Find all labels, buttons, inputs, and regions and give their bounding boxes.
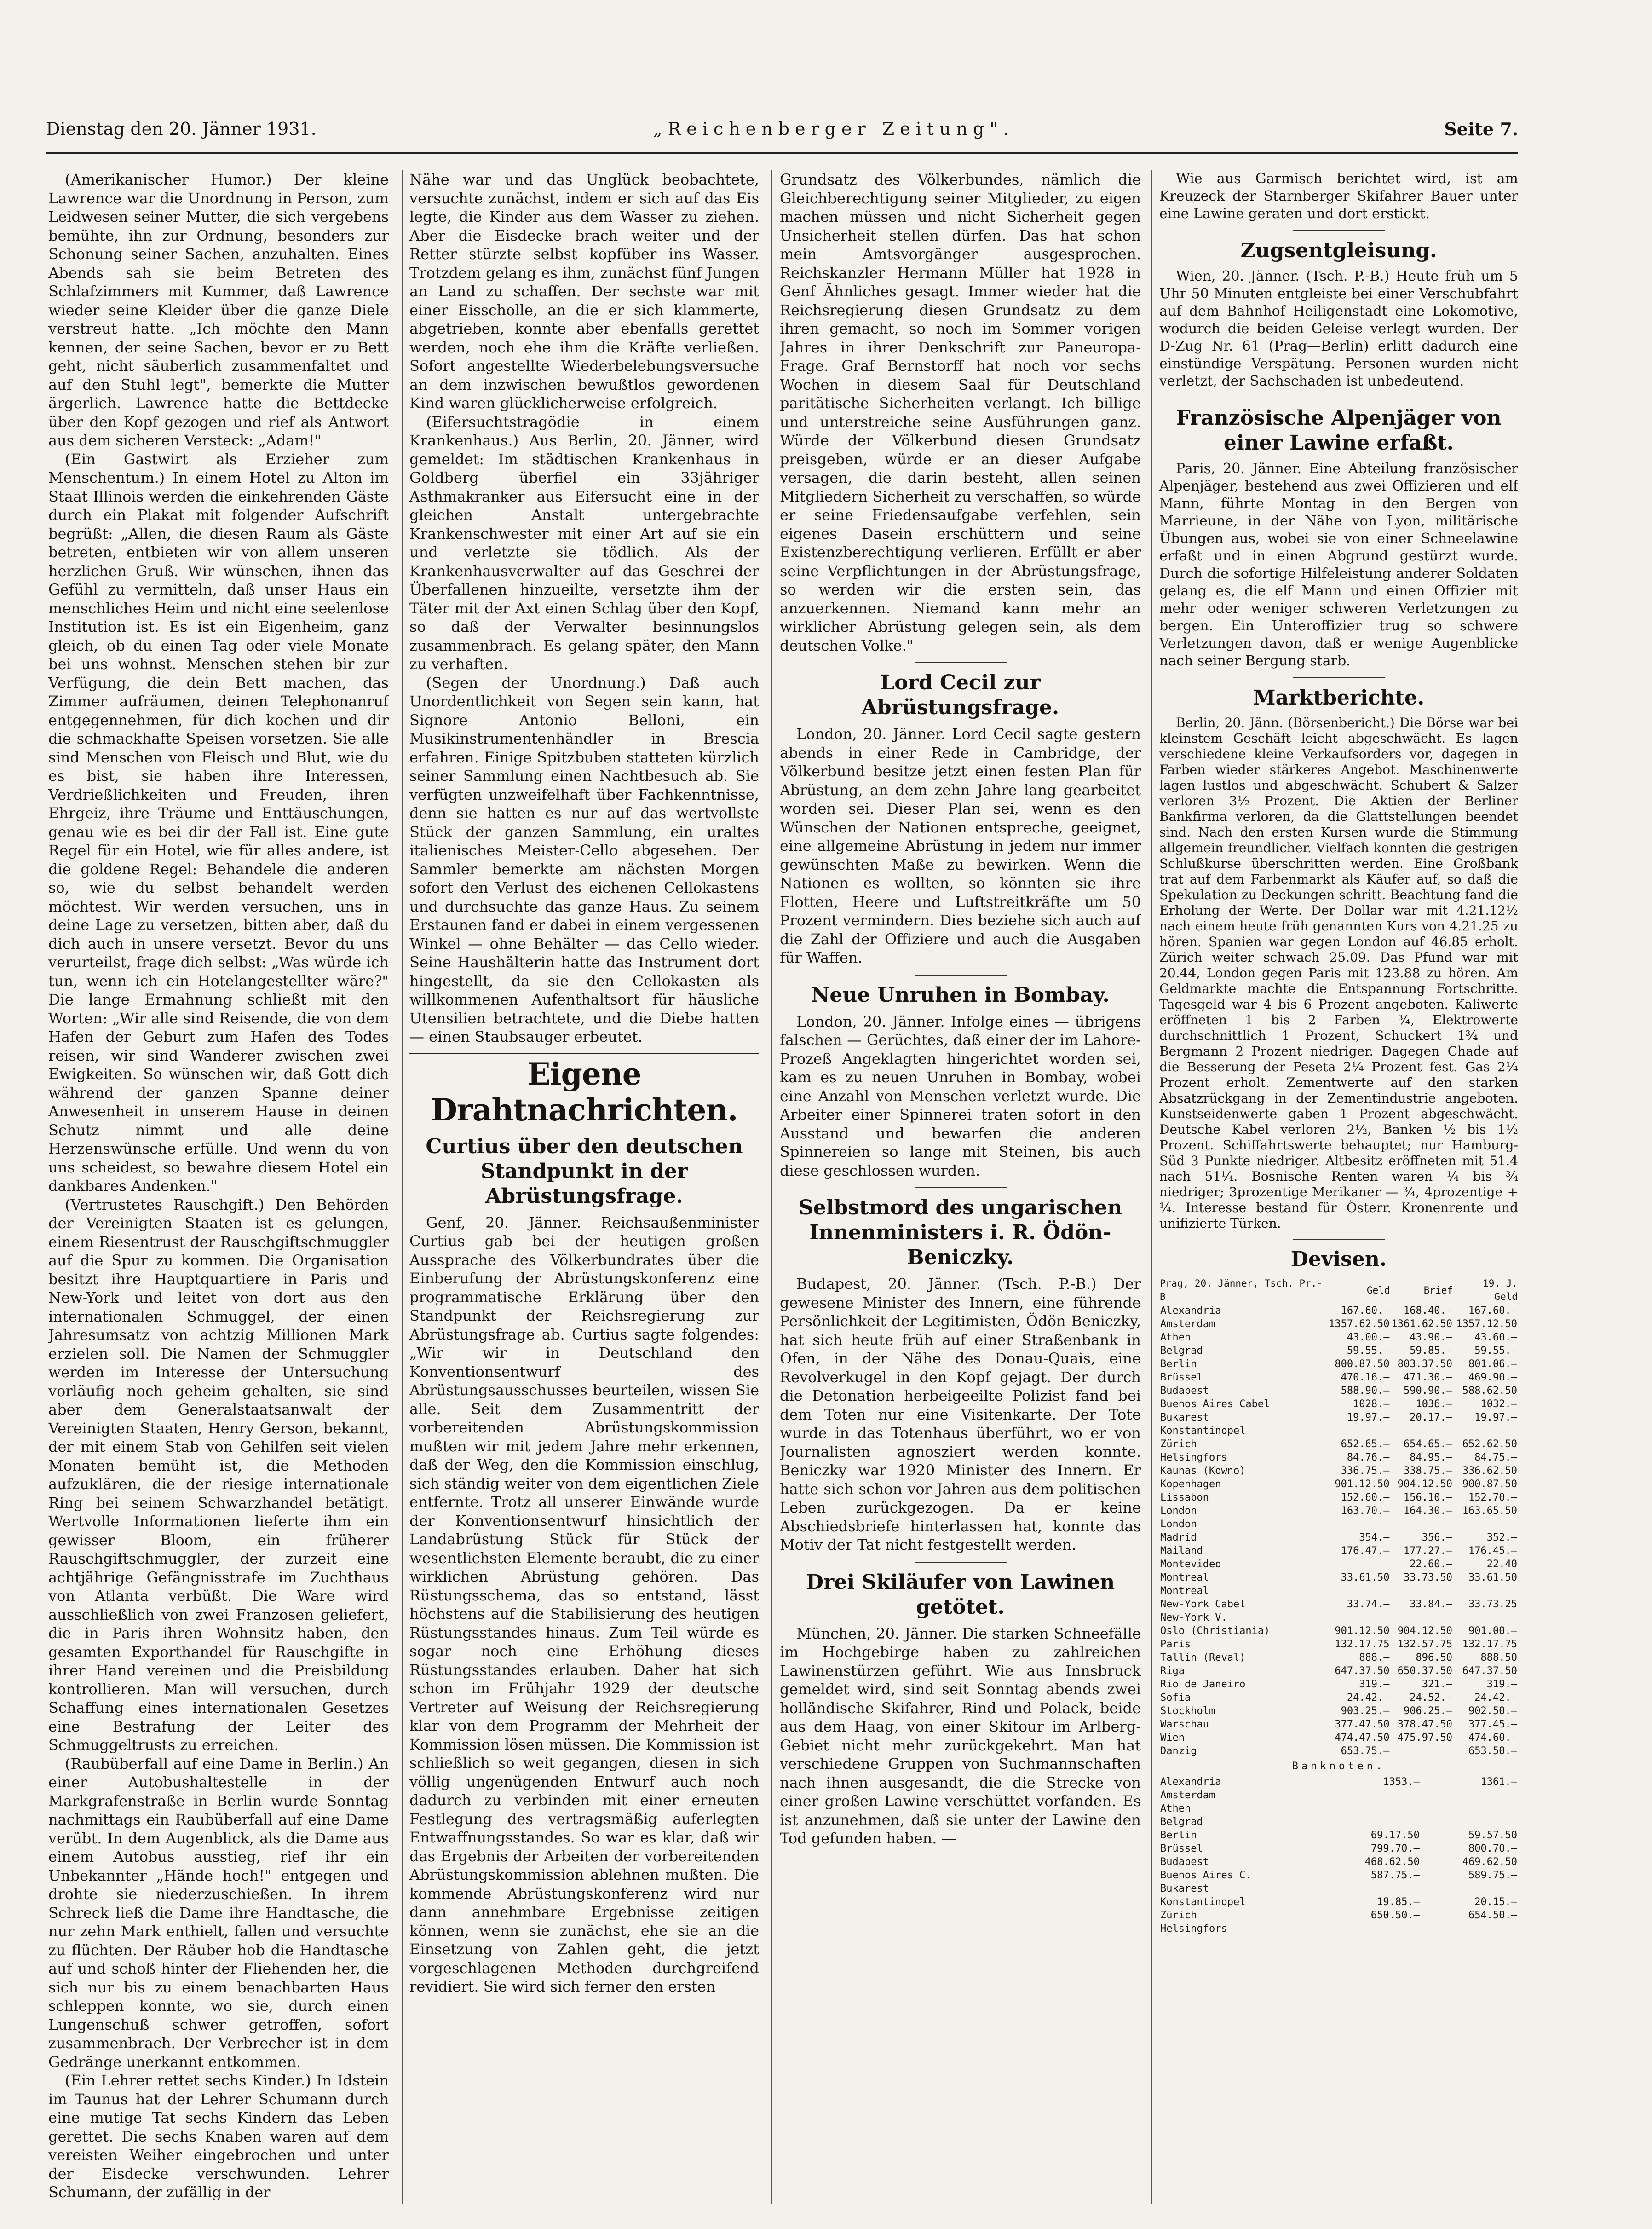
currency-row (1159, 1504, 1518, 1518)
currency-row (1159, 1384, 1518, 1397)
currency-rate: 177.27.— (1404, 1545, 1452, 1557)
headline-curtius: Curtius über den deutschen Standpunkt in der Abrüstungsfrage. (426, 1134, 743, 1208)
currency-rate (1391, 1744, 1453, 1758)
column-1 (48, 170, 389, 2213)
currency-name: Konstantinopel (1160, 1425, 1246, 1437)
currency-rate (1391, 1611, 1453, 1624)
currency-rate (1323, 1789, 1421, 1802)
column-4 (1159, 170, 1518, 2213)
currency-row (1159, 1544, 1518, 1558)
headline-skiers: Drei Skiläufer von Lawinen getötet. (806, 1570, 1115, 1619)
currency-rate: 469.62.50 (1462, 1856, 1517, 1868)
currency-rate: 24.52.— (1410, 1692, 1452, 1704)
currency-name: Kopenhagen (1160, 1478, 1221, 1490)
currency-name: Kaunas (Kowno) (1160, 1465, 1246, 1477)
currency-row (1159, 1317, 1518, 1331)
currency-rate: 378.47.50 (1397, 1719, 1452, 1730)
currency-rate: 43.90.— (1410, 1332, 1452, 1343)
currency-rate: 336.75.— (1341, 1465, 1390, 1477)
currency-rate: 888.50 (1480, 1652, 1517, 1663)
currency-rate: 33.73.50 (1404, 1572, 1452, 1583)
currency-name: Brüssel (1160, 1843, 1203, 1854)
currency-rate: 647.37.50 (1462, 1665, 1517, 1677)
currency-name: Mailand (1160, 1545, 1203, 1557)
currency-name: Paris (1160, 1639, 1191, 1650)
currency-rate: 319.— (1359, 1679, 1390, 1690)
banknote-row (1159, 1775, 1518, 1789)
currency-name: New-York Cabel (1160, 1599, 1246, 1610)
currency-rate (1320, 1775, 1323, 1789)
headline-currencies: Devisen. (1290, 1247, 1387, 1271)
currency-rate: 474.47.50 (1335, 1732, 1390, 1744)
currency-rate (1391, 1584, 1453, 1598)
currency-name: Berlin (1160, 1358, 1197, 1370)
currency-row (1159, 1371, 1518, 1384)
currency-rate: 33.61.50 (1468, 1572, 1517, 1583)
currency-rate: 901.12.50 (1335, 1625, 1390, 1637)
article-alpine-troops: Paris, 20. Jänner. Eine Abteilung französischer Alpenjäger, bestehend aus zwei Offizieren und elf Mann, führte Montag in den Bergen von Marrieune, in der Nähe von Lyon, militärische Übungen aus, wobei sie von einer Schneelawine erfaßt und in einen Abgrund gestürzt wurde. Durch die sofortige Hilfeleistung anderer Soldaten gelang es, die elf Mann und einen Offizier mit mehr oder weniger schweren Verletzungen zu bergen. Ein Unteroffizier trug so schwere Verletzungen davon, daß er wenige Augenblicke nach seiner Bergung starb. (1159, 461, 1518, 669)
currency-rate: 354.— (1359, 1532, 1390, 1543)
header-rule (46, 152, 1518, 154)
currency-rate: 19.97.— (1474, 1412, 1517, 1423)
currency-rate: 59.85.— (1410, 1345, 1452, 1357)
banknote-row (1159, 1909, 1518, 1922)
currency-row (1159, 1411, 1518, 1424)
currency-rate: 338.75.— (1404, 1465, 1452, 1477)
currency-rate: 59.55.— (1347, 1345, 1390, 1357)
headline-beniczky: Selbstmord des ungarischen Innenministers i. R. Ödön-Beniczky. (798, 1196, 1122, 1269)
currency-name: Athen (1160, 1803, 1191, 1814)
currency-name: Oslo (Christiania) (1160, 1625, 1270, 1637)
currency-name: Zürich (1160, 1910, 1197, 1921)
currency-name: Konstantinopel (1160, 1896, 1246, 1908)
currency-name: Wien (1160, 1732, 1185, 1744)
currency-name: London (1160, 1519, 1197, 1530)
currency-name: Buenos Aires Cabel (1160, 1398, 1270, 1410)
currency-name: Lissabon (1160, 1492, 1209, 1503)
currency-rate (1328, 1611, 1390, 1624)
currency-name: Bukarest (1160, 1412, 1209, 1423)
article-rescue-cont: Nähe war und das Unglück beobachtete, versuchte zunächst, indem er sich auf das Eis legte, die Kinder aus dem Wasser zu ziehen. Aber die Eisdecke brach weiter und der Retter stürzte selbst kopfüber ins Wasser. Trotzdem gelang es ihm, zunächst fünf Jungen an Land zu schaffen. Der sechste war mit einer Eisscholle, an die er sich klammerte, abgetrieben, konnte aber ebenfalls gerettet werden, noch ehe ihm die Kräfte verließen. Sofort angestellte Wiederbelebungsversuche an dem inzwischen bewußtlos gewordenen Kind waren glücklicherweise erfolgreich. (409, 171, 759, 412)
page-header (46, 119, 1518, 146)
currency-rate: 377.47.50 (1335, 1719, 1390, 1730)
currency-row (1159, 1331, 1518, 1344)
currency-name: Warschau (1160, 1719, 1209, 1730)
column-divider (402, 170, 403, 2204)
currency-name: Alexandria (1160, 1305, 1221, 1317)
currency-rate (1453, 1424, 1518, 1438)
separator (1293, 677, 1385, 678)
currency-rate: 33.73.25 (1468, 1599, 1517, 1610)
currency-rate (1421, 1802, 1518, 1815)
currency-rate: 69.17.50 (1370, 1830, 1420, 1841)
currency-rate (1328, 1558, 1390, 1571)
currency-rate: 167.60.— (1341, 1305, 1390, 1317)
separator (1293, 1239, 1385, 1240)
currency-rate: 336.62.50 (1462, 1465, 1517, 1477)
column-3 (780, 170, 1141, 2213)
currency-rate: 901.12.50 (1335, 1478, 1390, 1490)
currency-row (1159, 1531, 1518, 1544)
currency-rate: 43.60.— (1474, 1332, 1517, 1343)
article-bombay: London, 20. Jänner. Infolge eines — übrigens falschen — Gerüchtes, daß einer der im Lahore-Prozeß Angeklagten hingerichtet worden sei, kam es zu neuen Unruhen in Bombay, wobei eine Anzahl von Menschen verletzt wurde. Die Arbeiter einer Spinnerei traten sofort in den Ausstand und bewarfen die anderen Spinnereien so lange mit Steinen, bis auch diese geschlossen wurden. (780, 1012, 1141, 1179)
currency-rate: 653.75.— (1341, 1745, 1390, 1757)
currency-rate: 33.61.50 (1341, 1572, 1390, 1583)
currency-table (1159, 1276, 1518, 1758)
section-banner: Eigene Drahtnachrichten. (431, 1056, 738, 1128)
currency-rate: 321.— (1422, 1679, 1452, 1690)
currency-rate (1421, 1789, 1518, 1802)
currency-rate: 84.76.— (1347, 1452, 1390, 1463)
currency-name: Stockholm (1160, 1705, 1215, 1717)
currency-row (1159, 1344, 1518, 1357)
currency-rate (1323, 1882, 1421, 1895)
currency-row (1159, 1357, 1518, 1371)
article-skiers: München, 20. Jänner. Die starken Schneefälle im Hochgebirge haben zu zahlreichen Lawinenstürzen geführt. Wie aus Innsbruck gemeldet wird, sind seit Sonntag abends zwei holländische Skifahrer, Rind und Polack, beide aus dem Haag, von einer Skitour im Arlberg-Gebiet nicht mehr zurückgekehrt. Man hat verschiedene Gruppen von Suchmannschaften nach ihnen ausgesandt, die die Strecke von einer großen Lawine verschüttet vorfanden. Es ist anzunehmen, daß sie unter der Lawine den Tod gefunden haben. — (780, 1624, 1141, 1847)
banknote-row (1159, 1842, 1518, 1855)
separator (915, 1187, 1007, 1188)
article-garmisch: Wie aus Garmisch berichtet wird, ist am Kreuzeck der Starnberger Skifahrer Bauer unter eine Lawine geraten und dort erstickt. (1159, 171, 1518, 222)
currency-rate: 19.97.— (1347, 1412, 1390, 1423)
currency-rate: 647.37.50 (1335, 1665, 1390, 1677)
currency-rate: 799.70.— (1370, 1843, 1420, 1854)
currency-rate: 156.10.— (1404, 1492, 1452, 1503)
currency-rate (1453, 1584, 1518, 1598)
currency-rate (1421, 1922, 1518, 1935)
banknote-row (1159, 1922, 1518, 1935)
currency-rate: 588.62.50 (1462, 1385, 1517, 1397)
currency-name: Zürich (1160, 1438, 1197, 1450)
currency-row (1159, 1691, 1518, 1704)
currency-rate: 152.70.— (1468, 1492, 1517, 1503)
currency-name: Alexandria (1160, 1776, 1221, 1788)
currency-row (1159, 1678, 1518, 1691)
currency-rate: 652.65.— (1341, 1438, 1390, 1450)
currency-row (1159, 1624, 1518, 1638)
currency-rate: 33.84.— (1410, 1599, 1452, 1610)
page-number: Seite 7. (1444, 119, 1518, 139)
currency-row (1159, 1451, 1518, 1464)
column-divider (1151, 170, 1152, 2204)
currency-name: Danzig (1160, 1745, 1197, 1757)
currency-name: Tallin (Reval) (1160, 1652, 1246, 1663)
currency-rate: 152.60.— (1341, 1492, 1390, 1503)
currency-col-brief: Brief (1423, 1284, 1453, 1296)
issue-date: Dienstag den 20. Jänner 1931. (46, 119, 317, 139)
banknote-row (1159, 1789, 1518, 1802)
currency-rate: 901.00.— (1468, 1625, 1517, 1637)
currency-rate (1323, 1802, 1421, 1815)
article-curtius-cont: Grundsatz des Völkerbundes, nämlich die Gleichberechtigung seiner Mitglieder, zu eigen machen müssen und nicht Sicherheit gegen Unsicherheit stellen dürfen. Das hat schon mein Amtsvorgänger ausgesprochen. Reichskanzler Hermann Müller hat 1928 in Genf Ähnliches gesagt. Immer wieder hat die Reichsregierung diesen Grundsatz zu dem ihren gemacht, so noch im Sommer vorigen Jahres in ihrer Denkschrift zur Paneuropa-Frage. Graf Bernstorff hat noch vor sechs Wochen in diesem Saal für Deutschland paritätische Sicherheiten verlangt. Ich billige und unterstreiche seine Ausführungen ganz. Würde der Völkerbund diesen Grundsatz preisgeben, würde er an dieser Aufgabe versagen, die darin besteht, allen seinen Mitgliedern Sicherheit zu verschaffen, so würde er seine Friedensaufgabe verfehlen, sein eigenes Dasein erschüttern und seine Existenzberechtigung verlieren. Erfüllt er aber seine Verpflichtungen in der Abrüstungsfrage, so werden wir die ersten sein, das anzuerkennen. Niemand kann mehr an wirklicher Abrüstung gelegen sein, als dem deutschen Volke." (780, 171, 1141, 654)
currency-rate: 471.30.— (1404, 1372, 1452, 1383)
currency-rate: 377.45.— (1468, 1719, 1517, 1730)
currency-rate: 24.42.— (1474, 1692, 1517, 1704)
currency-name: Helsingfors (1160, 1452, 1227, 1463)
currency-rate: 167.60.— (1468, 1305, 1517, 1317)
currency-rate: 59.55.— (1474, 1345, 1517, 1357)
currency-rate: 1036.— (1416, 1398, 1452, 1410)
currency-rate: 20.15.— (1474, 1896, 1517, 1908)
currency-name: Athen (1160, 1332, 1191, 1343)
currency-rate (1320, 1815, 1323, 1829)
currency-rate: 590.90.— (1404, 1385, 1452, 1397)
article-blessing-disorder: (Segen der Unordnung.) Daß auch Unordentlichkeit von Segen sein kann, hat Signore Antonio Belloni, ein Musikinstrumentenhändler in Brescia erfahren. Einige Spitzbuben statteten kürzlich seiner Sammlung einen Nachtbesuch ab. Sie verfügten unzweifelhaft über Fachkenntnisse, denn sie hatten es nur auf das wertvollste Stück der ganzen Sammlung, ein uraltes italienisches Meister-Cello abgesehen. Der Sammler bemerkte am nächsten Morgen sofort den Verlust des eichenen Cellokastens und durchsuchte das ganze Haus. Zu seinem Erstaunen fand er dabei in einem vergessenen Winkel — ohne Behälter — das Cello wieder. Seine Haushälterin hatte das Instrument dort hingestellt, da sie den Cellokasten als willkommenen Aufenthaltsort für häusliche Utensilien betrachtete, und die Diebe hatten — einen Staubsauger erbeutet. (409, 674, 759, 1045)
currency-row (1159, 1704, 1518, 1718)
currency-rate: 900.87.50 (1462, 1478, 1517, 1490)
currency-name: Berlin (1160, 1830, 1197, 1841)
currency-rate (1328, 1424, 1390, 1438)
article-beniczky: Budapest, 20. Jänner. (Tsch. P.-B.) Der gewesene Minister des Innern, eine führende Persönlichkeit der Legitimisten, Ödön Beniczky, hat sich heute früh auf einer Straßenbank in Ofen, in der Nähe des Donau-Quais, eine Revolverkugel in den Kopf gejagt. Der durch die Detonation herbeigeeilte Polizist fand bei dem Toten nur eine Visitenkarte. Der Tote wurde in das Totenhaus überführt, wo er von Journalisten agnosziert werden konnte. Beniczky war 1920 Minister des Innern. Er hatte sich schon vor Jahren aus dem politischen Leben zurückgezogen. Da er keine Abschiedsbriefe hinterlassen hat, konnte das Motiv der Tat nicht festgestellt werden. (780, 1275, 1141, 1553)
currency-rate (1421, 1815, 1518, 1829)
article-innkeeper: (Ein Gastwirt als Erzieher zum Menschentum.) In einem Hotel zu Alton im Staat Illinois werden die einkehrenden Gäste durch ein Plakat mit folgender Aufschrift begrüßt: „Allen, die diesen Raum als Gäste betreten, entbieten wir von allem unseren herzlichen Gruß. Wir wünschen, ihnen das Gefühl zu vermitteln, daß unser Haus ein menschliches Heim und nicht eine seelenlose Institution ist. Es ist ein Eigenheim, ganz gleich, ob du einen Tag oder viele Monate bei uns wohnst. Menschen stehen bir zur Verfügung, die dein Bett machen, das Zimmer aufräumen, deinen Telephonanruf entgegennehmen, für dich kochen und dir die schmackhafte Speisen vorsetzen. Sie alle sind Menschen von Fleisch und Blut, wie du es bist, sie haben ihre Interessen, Verdrießlichkeiten und Freuden, ihren Ehrgeiz, ihre Träume und Enttäuschungen, genau wie es bei dir der Fall ist. Eine gute Regel für ein Hotel, wie für alles andere, ist die goldene Regel: Behandele die anderen so, wie du selbst behandelt werden möchtest. Wir werden versuchen, uns in deine Lage zu versetzen, bitten aber, daß du dich auch in unsere versetzt. Bevor du uns verurteilst, frage dich selbst: „Was würde ich tun, wenn ich ein Hotelangestellter wäre?" Die lange Ermahnung schließt mit den Worten: „Wir alle sind Reisende, die von dem Hafen der Geburt zum Hafen des Todes reisen, wir sind Wanderer zwischen zwei Ewigkeiten. So wünschen wir, daß Gott dich während der ganzen Spanne deiner Anwesenheit in unserem Hause in deinen Schutz nimmt und alle deine Herzenswünsche erfülle. Und wenn du von uns scheidest, so bewahre diesem Hotel ein dankbares Andenken." (48, 450, 389, 1195)
currency-rate: 84.95.— (1410, 1452, 1452, 1463)
separator (915, 662, 1007, 663)
currency-row (1159, 1304, 1518, 1317)
currency-name: Montreal (1160, 1585, 1209, 1597)
currency-col-prev-geld: Geld (1494, 1291, 1518, 1302)
currency-rate: 801.06.— (1468, 1358, 1517, 1370)
headline-market-reports: Marktberichte. (1253, 686, 1425, 710)
currency-row (1159, 1584, 1518, 1598)
currency-rate: 906.25.— (1404, 1705, 1452, 1717)
currency-rate (1320, 1855, 1323, 1869)
currency-rate: 352.— (1486, 1532, 1517, 1543)
currency-name: Madrid (1160, 1532, 1197, 1543)
currency-rate: 24.42.— (1347, 1692, 1390, 1704)
currency-rate: 19.85.— (1377, 1896, 1420, 1908)
currency-rate (1320, 1909, 1323, 1922)
banknotes-heading: Banknoten. (1292, 1761, 1386, 1772)
currency-rate: 652.62.50 (1462, 1438, 1517, 1450)
currency-name: Rio de Janeiro (1160, 1679, 1246, 1690)
article-american-humor: (Amerikanischer Humor.) Der kleine Lawrence war die Unordnung in Person, zum Leidwesen seiner Mutter, die sich vergebens bemühte, ihn zur Ordnung, besonders zur Schonung seiner Sachen, anzuhalten. Eines Abends sah sie beim Betreten des Schlafzimmers mit Kummer, daß Lawrence wieder seine Kleider über die ganze Diele verstreut hatte. „Ich möchte den Mann kennen, der seine Sachen, bevor er zu Bett geht, nicht säuberlich zusammenfaltet und auf den Stuhl legt", bemerkte die Mutter ärgerlich. Lawrence hatte die Bettdecke über den Kopf gezogen und rief als Antwort aus dem sicheren Versteck: „Adam!" (48, 171, 389, 449)
currency-row (1159, 1558, 1518, 1571)
currency-rate: 132.17.75 (1335, 1639, 1390, 1650)
currency-rate: 589.75.— (1468, 1870, 1517, 1881)
article-teacher-rescue: (Ein Lehrer rettet sechs Kinder.) In Idstein im Taunus hat der Lehrer Schumann durch eine mutige Tat sechs Kindern das Leben gerettet. Die sechs Knaben waren auf dem vereisten Weiher eingebrochen und unter der Eisdecke verschwunden. Lehrer Schumann, der zufällig in der (48, 2072, 389, 2201)
separator (915, 975, 1007, 976)
currency-rate (1320, 1922, 1323, 1935)
currency-rate: 22.60.— (1410, 1559, 1452, 1570)
currency-rate: 888.— (1359, 1652, 1390, 1663)
currency-rate (1320, 1895, 1323, 1909)
currency-rate: 163.70.— (1341, 1505, 1390, 1517)
currency-name: Bukarest (1160, 1883, 1209, 1894)
headline-derailment: Zugsentgleisung. (1240, 239, 1437, 262)
currency-rate (1391, 1424, 1453, 1438)
currency-rate: 650.37.50 (1397, 1665, 1452, 1677)
currency-rate: 59.57.50 (1468, 1830, 1517, 1841)
currency-rate (1453, 1611, 1518, 1624)
currency-rate (1320, 1802, 1323, 1815)
separator (1293, 230, 1385, 231)
currency-row (1159, 1518, 1518, 1531)
currency-rate: 22.40 (1486, 1559, 1517, 1570)
currency-row (1159, 1718, 1518, 1731)
currency-rate: 654.50.— (1468, 1910, 1517, 1921)
currency-col-prev (1453, 1276, 1518, 1304)
currency-rate: 587.75.— (1370, 1870, 1420, 1881)
currency-rate (1320, 1869, 1323, 1882)
currency-rate: 902.50.— (1468, 1705, 1517, 1717)
currency-name: Amsterdam (1160, 1318, 1215, 1330)
article-jealousy-tragedy: (Eifersuchtstragödie in einem Krankenhaus.) Aus Berlin, 20. Jänner, wird gemeldet: Im städtischen Krankenhaus in Goldberg überfiel ein 33jähriger Asthmakranker aus Eifersucht eine in der gleichen Anstalt untergebrachte Krankenschwester mit einer Art auf sie ein und verletzte sie tödlich. Als der Krankenhausverwalter auf das Geschrei der Überfallenen hinzueilte, versetzte ihm der Täter mit der Axt einen Schlag über den Kopf, so daß der Verwalter besinnungslos zusammenbrach. Es gelang später, den Mann zu verhaften. (409, 413, 759, 673)
article-market-report: Berlin, 20. Jänn. (Börsenbericht.) Die Börse war bei kleinstem Geschäft leicht abgeschwächt. Es lagen verschiedene kleine Verkaufsorders vor, dagegen in Farben wieder stärkeres Angebot. Maschinenwerte lagen lustlos und abgeschwächt. Schubert & Salzer verloren 3½ Prozent. Die Aktien der Berliner Bankfirma verloren, da die Glattstellungen beendet sind. Nach den ersten Kursen wurde die Stimmung allgemein freundlicher. Vielfach konnten die gestrigen Schlußkurse überschritten werden. Eine Großbank trat auf dem Farbenmarkt als Käufer auf, so daß die Spekulation zu Deckungen schritt. Beachtung fand die Erholung der Werte. Der Dollar war mit 4.21.12½ nach einem heute früh genannten Kurs von 4.21.25 zu hören. Spanien war gegen London auf 46.85 erholt. Zürich weiter schwach 25.09. Das Pfund war mit 20.44, London gegen Paris mit 123.88 zu hören. Am Geldmarkte machte die Entspannung Fortschritte. Tagesgeld war 4 bis 6 Prozent angeboten. Kaliwerte eröffneten 1 bis 2 Farben ¾, Elektrowerte durchschnittlich 1 Prozent, Schuckert 1¾ und Bergmann 2 Prozent niedriger. Dagegen Chade auf die Besserung der Peseta 2¼ Prozent fest. Gas 2¼ Prozent erholt. Zementwerte auf den starken Absatzrückgang in der Zementindustrie angeboten. Kunstseidenwerte gaben 1 Prozent abgeschwächt. Deutsche Kabel verloren 2½, Banken ½ bis 1½ Prozent. Schiffahrtswerte behauptet; nur Hamburg-Süd 3 Punkte niedriger. Altbesitz eröffneten mit 51.4 nach 51¼. Bosnische Renten waren ¼ bis ¾ niedriger; 3prozentige Merikaner — ¾, 4prozentige + ¼. Interesse bestand für Österr. Kronenrente und unifizierte Türken. (1159, 715, 1518, 1231)
currency-rate (1421, 1882, 1518, 1895)
currency-rate: 132.57.75 (1397, 1639, 1452, 1650)
article-derailment: Wien, 20. Jänner. (Tsch. P.-B.) Heute früh um 5 Uhr 50 Minuten entgleiste bei einer Verschubfahrt auf dem Bahnhof Heiligenstadt eine Lokomotive, wodurch die beiden Geleise verlegt wurden. Der D-Zug Nr. 61 (Prag—Berlin) erlitt dadurch eine einstündige Verspätung. Personen wurden nicht verletzt, der Sachschaden ist unbedeutend. (1159, 268, 1518, 389)
currency-rate: 1357.62.50 (1329, 1318, 1390, 1330)
currency-rate (1453, 1518, 1518, 1531)
currency-rate: 654.65.— (1404, 1438, 1452, 1450)
currency-name: Amsterdam (1160, 1790, 1215, 1801)
currency-name: Belgrad (1160, 1345, 1203, 1357)
currency-name: Brüssel (1160, 1372, 1203, 1383)
currency-rate: 1361.— (1480, 1776, 1517, 1788)
currency-rate (1391, 1518, 1453, 1531)
currency-rate: 896.50 (1416, 1652, 1452, 1663)
currency-row (1159, 1744, 1518, 1758)
currency-rate: 800.87.50 (1335, 1358, 1390, 1370)
currency-rate: 1353.— (1383, 1776, 1420, 1788)
currency-rate: 904.12.50 (1397, 1478, 1452, 1490)
currency-row (1159, 1571, 1518, 1584)
banknote-row (1159, 1802, 1518, 1815)
currency-rate: 132.17.75 (1462, 1639, 1517, 1650)
article-curtius: Genf, 20. Jänner. Reichsaußenminister Curtius gab bei der heutigen großen Aussprache des Völkerbundrates über die Einberufung der Abrüstungskonferenz eine programmatische Erklärung über den Standpunkt der Reichsregierung zur Abrüstungsfrage ab. Curtius sagte folgendes: „Wir wir in Deutschland den Konventionsentwurf des Abrüstungsausschusses beurteilen, wissen Sie alle. Seit dem Zusammentritt der vorbereitenden Abrüstungskommission mußten wir mit jedem Jahre mehr erkennen, daß der Weg, den die Kommission einschlug, sich ständig weiter von dem eigentlichen Ziele entfernte. Trotz all unserer Einwände wurde der Konventionsentwurf hinsichtlich der Landabrüstung Stück für Stück der wesentlichsten Elemente beraubt, die zu einer wirklichen Abrüstung gehören. Das Rüstungsschema, das so entstand, lässt höchstens auf die Stabilisierung des heutigen Rüstungsstandes hinaus. Zum Teil würde es sogar noch eine Erhöhung dieses Rüstungsstandes erlauben. Daher hat sich schon im Frühjahr 1929 der deutsche Vertreter auf Weisung der Reichsregierung klar von dem Programm der Mehrheit der Kommission lösen müssen. Die Kommission ist schließlich so weit gegangen, diesen in sich völlig ungenügenden Entwurf auch noch dadurch zu verbinden mit einer erneuten Festlegung des vertragsmäßig auferlegten Entwaffnungsstandes. So war es klar, daß wir das Ergebnis der Arbeiten der vorbereitenden Abrüstungskommission ablehnen mußten. Die kommende Abrüstungskonferenz wird nur dann annehmbare Ergebnisse zeitigen können, wenn sie zunächst, ehe sie an die Einsetzung von Zahlen geht, die jetzt vorgeschlagenen Methoden durchgreifend revidiert. Sie wird sich ferner den ersten (409, 1213, 759, 1995)
currency-rate: 650.50.— (1370, 1910, 1420, 1921)
banknote-row (1159, 1895, 1518, 1909)
currency-row (1159, 1438, 1518, 1451)
currency-name: Budapest (1160, 1856, 1209, 1868)
currency-rate: 1032.— (1480, 1398, 1517, 1410)
currency-rate: 1028.— (1353, 1398, 1390, 1410)
column-2 (409, 170, 759, 2213)
currency-row (1159, 1611, 1518, 1624)
article-drug-trust: (Vertrustetes Rauschgift.) Den Behörden der Vereinigten Staaten ist es gelungen, einem Riesentrust der Rauschgiftschmuggler auf die Spur zu kommen. Die Organisation besitzt ihre Hauptquartiere in Paris und New-York und leitet von dort aus den internationalen Schmuggel, der einen Jahresumsatz von achtzig Millionen Mark erzielen soll. Die Namen der Schmuggler werden im Interesse der Untersuchung vorläufig noch geheim gehalten, sie sind aber dem Generalstaatsanwalt der Vereinigten Staaten, Henry Gerson, bekannt, der mit einem Stab von Gehilfen seit vielen Monaten bemüht ist, die Methoden aufzuklären, die der riesige internationale Ring bei seinem Schwarzhandel betätigt. Wertvolle Informationen lieferte ihm ein gewisser Bloom, ein früherer Rauschgiftschmuggler, der zurzeit eine achtjährige Gefängnisstrafe im Zuchthaus von Atlanta verbüßt. Die Ware wird ausschließlich von zwei Franzosen geliefert, die in Paris ihren Wohnsitz haben, den gesamten Exporthandel für Rauschgifte in ihrer Hand vereinen und die Preisbildung kontrollieren. Man will versuchen, durch Schaffung eines internationalen Gesetzes eine Bestrafung der Leiter des Schmuggeltrusts zu erreichen. (48, 1195, 389, 1754)
currency-rate (1320, 1829, 1323, 1842)
currency-name: New-York V. (1160, 1612, 1227, 1623)
currency-rate: 468.62.50 (1364, 1856, 1420, 1868)
headline-lord-cecil: Lord Cecil zur Abrüstungsfrage. (861, 671, 1059, 719)
currency-rate: 803.37.50 (1397, 1358, 1452, 1370)
currency-rate: 164.30.— (1404, 1505, 1452, 1517)
currency-rate: 176.45.— (1468, 1545, 1517, 1557)
currency-name: Budapest (1160, 1385, 1209, 1397)
currency-rate (1320, 1789, 1323, 1802)
newspaper-title: „Reichenberger Zeitung". (653, 119, 1014, 139)
currency-row (1159, 1491, 1518, 1504)
currency-rate: 475.97.50 (1397, 1732, 1452, 1744)
currency-table-header (1159, 1276, 1518, 1304)
currency-name: Montreal (1160, 1572, 1209, 1583)
article-robbery-berlin: (Raubüberfall auf eine Dame in Berlin.) An einer Autobushaltestelle in der Markgrafenstraße in Berlin wurde Sonntag nachmittags ein Raubüberfall auf eine Dame verübt. In dem Augenblick, als die Dame aus einem Autobus ausstieg, rief ihr ein Unbekannter „Hände hoch!" entgegen und drohte sie niederzuschießen. In ihrem Schreck ließ die Dame ihre Handtasche, die nur zehn Mark enthielt, fallen und versuchte zu flüchten. Der Räuber hob die Handtasche auf und schoß hinter der Fliehenden her, die sich nur bis zu einem benachbarten Haus schleppen konnte, wo sie, durch einen Lungenschuß schwer getroffen, sofort zusammenbrach. Der Verbrecher ist in dem Gedränge unerkannt entkommen. (48, 1755, 389, 2071)
currency-name: Helsingfors (1160, 1923, 1227, 1934)
currency-rate: 588.90.— (1341, 1385, 1390, 1397)
banknote-row (1159, 1882, 1518, 1895)
currency-rate: 356.— (1422, 1532, 1452, 1543)
column-divider (771, 170, 772, 2204)
currency-rate (1320, 1842, 1323, 1855)
currency-rate: 43.00.— (1347, 1332, 1390, 1343)
currency-rate (1328, 1584, 1390, 1598)
currency-rate: 469.90.— (1468, 1372, 1517, 1383)
banner-rule (409, 1053, 759, 1054)
currency-name: Riga (1160, 1665, 1185, 1677)
currency-row (1159, 1731, 1518, 1744)
currency-col-geld: Geld (1366, 1284, 1390, 1296)
article-lord-cecil: London, 20. Jänner. Lord Cecil sagte gestern abends in einer Rede in Cambridge, der Völkerbund besitze jetzt einen festen Plan für Abrüstung, an dem zehn Jahre lang gearbeitet worden sei. Dieser Plan sei, wenn es den Wünschen der Nationen entspreche, geeignet, eine allgemeine Abrüstung in jedem nur immer gewünschten Maße zu bewirken. Wenn die Nationen es wollten, so könnten sie ihre Flotten, Heere und Luftstreitkräfte um 50 Prozent vermindern. Dies beziehe sich auch auf die Zahl der Offiziere und auch die Ausgaben für Waffen. (780, 725, 1141, 966)
banknote-row (1159, 1829, 1518, 1842)
currency-name: Sofia (1160, 1692, 1191, 1704)
currency-rate: 33.74.— (1347, 1599, 1390, 1610)
currency-rate (1323, 1922, 1421, 1935)
currency-rate: 176.47.— (1341, 1545, 1390, 1557)
currency-name: Belgrad (1160, 1816, 1203, 1828)
currency-name: Montevideo (1160, 1559, 1221, 1570)
currency-rate: 800.70.— (1468, 1843, 1517, 1854)
currency-rate: 904.12.50 (1397, 1625, 1452, 1637)
currency-col-prev-date: 19. J. (1483, 1278, 1518, 1289)
currency-row (1159, 1598, 1518, 1611)
currency-rate: 84.75.— (1474, 1452, 1517, 1463)
currency-rate (1328, 1518, 1390, 1531)
currency-row (1159, 1638, 1518, 1651)
currency-row (1159, 1397, 1518, 1411)
currency-row (1159, 1664, 1518, 1678)
currency-rate: 20.17.— (1410, 1412, 1452, 1423)
currency-rate: 1361.62.50 (1391, 1318, 1452, 1330)
currency-rate: 1357.12.50 (1456, 1318, 1517, 1330)
banknotes-table (1159, 1775, 1518, 1935)
separator (915, 1562, 1007, 1563)
currency-row (1159, 1651, 1518, 1664)
currency-rate: 163.65.50 (1462, 1505, 1517, 1517)
banknote-row (1159, 1815, 1518, 1829)
currency-name: Buenos Aires C. (1160, 1870, 1252, 1881)
banknote-row (1159, 1855, 1518, 1869)
currency-rate (1323, 1815, 1421, 1829)
headline-bombay: Neue Unruhen in Bombay. (811, 983, 1110, 1007)
currency-row (1159, 1464, 1518, 1478)
currency-rate: 903.25.— (1341, 1705, 1390, 1717)
currency-rate: 168.40.— (1404, 1305, 1452, 1317)
currency-row (1159, 1424, 1518, 1438)
currency-rate: 474.60.— (1468, 1732, 1517, 1744)
banknote-row (1159, 1869, 1518, 1882)
currency-rate: 470.16.— (1341, 1372, 1390, 1383)
headline-alpine-troops: Französische Alpenjäger von einer Lawine erfaßt. (1176, 406, 1502, 455)
currency-row (1159, 1478, 1518, 1491)
currency-rate (1320, 1882, 1323, 1895)
currency-rate: 319.— (1486, 1679, 1517, 1690)
currency-rate: 653.50.— (1468, 1745, 1517, 1757)
currency-table-place: Prag, 20. Jänner, Tsch. Pr.-B (1160, 1278, 1323, 1302)
currency-name: London (1160, 1505, 1197, 1517)
